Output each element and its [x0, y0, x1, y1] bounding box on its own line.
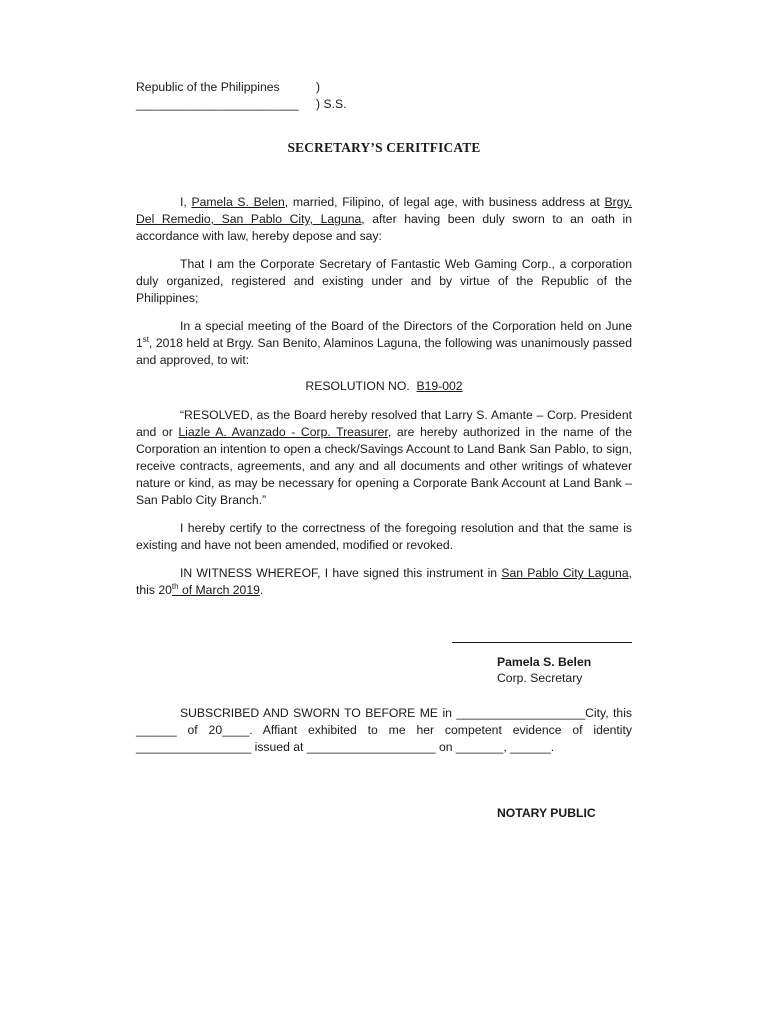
- affiant-address: Brgy. Del Remedio, San Pablo City, Laguna: [136, 195, 632, 226]
- resolution-code: B19-002: [416, 379, 463, 393]
- signatory-title: Corp. Secretary: [497, 671, 583, 685]
- signature-line: [452, 642, 632, 643]
- venue-blank: ________________________: [136, 97, 299, 111]
- paragraph-meeting: In a special meeting of the Board of the Directors of the Corporation held on June 1st, 2018 held at Brgy. San Benito, Alaminos Laguna, the following was unanimously passed and approved, to wit:: [136, 319, 632, 367]
- venue-ss: ) S.S.: [316, 97, 347, 111]
- signing-place: San Pablo City Laguna: [501, 566, 629, 580]
- affiant-name: Pamela S. Belen: [191, 195, 285, 209]
- document-title: SECRETARY’S CERITFICATE: [287, 140, 481, 155]
- paragraph-resolution: “RESOLVED, as the Board hereby resolved that Larry S. Amante – Corp. President and or Liazle A. Avanzado - Corp. Treasurer, are hereby authorized in the name of the Corporation an intention to open a check/Savings Account to Land Bank San Pablo, to sign, receive contracts, agreements, and any and all documents and other writings of whatever nature or kind, as may be necessary for opening a Corporate Bank Account at Land Bank –San Pablo City Branch.”: [136, 408, 632, 507]
- signatory-name: Pamela S. Belen: [497, 655, 592, 669]
- notary-public-label: NOTARY PUBLIC: [497, 806, 596, 820]
- signing-date: $^{th}$ of March 2019: [171, 581, 260, 597]
- paragraph-witness: IN WITNESS WHEREOF, I have signed this instrument in San Pablo City Laguna, this 20th of March 2019.: [136, 566, 632, 597]
- venue-country: Republic of the Philippines: [136, 80, 280, 94]
- venue-block: [136, 79, 396, 113]
- paragraph-affiant: I, Pamela S. Belen, married, Filipino, of legal age, with business address at Brgy. Del Remedio, San Pablo City, Laguna, after having been duly sworn to an oath in accordance with law, hereby depose and say:: [136, 195, 633, 243]
- paragraph-certify: I hereby certify to the correctness of the foregoing resolution and that the same is existing and have not been amended, modified or revoked.: [136, 521, 632, 552]
- treasurer-name: Liazle A. Avanzado - Corp. Treasurer: [178, 425, 388, 439]
- venue-paren: ): [316, 80, 321, 94]
- resolution-number: RESOLUTION NO. B19-002: [305, 379, 463, 393]
- paragraph-jurat: SUBSCRIBED AND SWORN TO BEFORE ME in ___________________City, this ______ of 20____. Affiant exhibited to me her competent evidence of identity _________________ issued at ___________________ on _______, ______.: [136, 706, 632, 754]
- paragraph-secretary: That I am the Corporate Secretary of Fantastic Web Gaming Corp., a corporation duly organized, registered and existing under and by virtue of the Republic of the Philippines;: [136, 257, 632, 305]
